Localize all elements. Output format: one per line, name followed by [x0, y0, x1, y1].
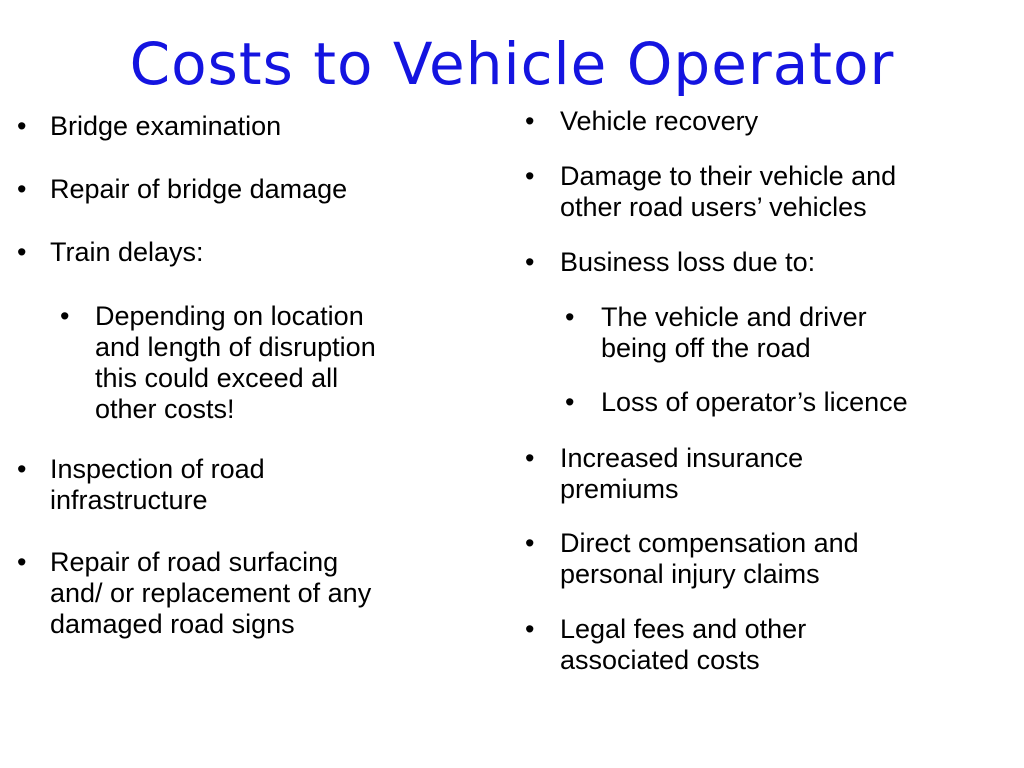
bullet-text-line: and/ or replacement of any	[50, 578, 372, 608]
bullet-text: Vehicle recovery	[560, 106, 759, 136]
bullet-text-line: this could exceed all	[95, 363, 339, 393]
bullet-text-line: Increased insurance	[560, 443, 804, 473]
bullet-text-line: other road users’ vehicles	[560, 192, 867, 222]
bullet-icon: •	[17, 547, 27, 577]
bullet-icon: •	[17, 111, 27, 141]
bullet-icon: •	[17, 237, 27, 267]
bullet-icon: •	[17, 174, 27, 204]
bullet-text-line: Direct compensation and	[560, 528, 859, 558]
bullet-text-line: Damage to their vehicle and	[560, 161, 897, 191]
bullet-icon: •	[565, 387, 575, 417]
bullet-text-line: infrastructure	[50, 485, 208, 515]
bullet-text-line: Legal fees and other	[560, 614, 807, 644]
bullet-text: Train delays:	[50, 237, 204, 267]
bullet-text: Bridge examination	[50, 111, 282, 141]
bullet-icon: •	[525, 528, 535, 558]
bullet-text-line: and length of disruption	[95, 332, 376, 362]
bullet-icon: •	[525, 106, 535, 136]
bullet-icon: •	[525, 247, 535, 277]
bullet-text: Business loss due to:	[560, 247, 816, 277]
bullet-icon: •	[60, 301, 70, 331]
bullet-text-line: personal injury claims	[560, 559, 820, 589]
bullet-text-line: Repair of road surfacing	[50, 547, 339, 577]
bullet-text: Repair of bridge damage	[50, 174, 348, 204]
bullet-icon: •	[525, 161, 535, 191]
bullet-text-line: Inspection of road	[50, 454, 265, 484]
bullet-icon: •	[525, 614, 535, 644]
bullet-text-line: The vehicle and driver	[601, 302, 867, 332]
bullet-text-line: other costs!	[95, 394, 235, 424]
bullet-text-line: associated costs	[560, 645, 760, 675]
bullet-text-line: premiums	[560, 474, 679, 504]
bullet-text-line: Depending on location	[95, 301, 364, 331]
bullet-text-line: damaged road signs	[50, 609, 295, 639]
bullet-icon: •	[17, 454, 27, 484]
bullet-text: Loss of operator’s licence	[601, 387, 908, 417]
bullet-text-line: being off the road	[601, 333, 811, 363]
bullet-icon: •	[565, 302, 575, 332]
bullet-icon: •	[525, 443, 535, 473]
slide-title: Costs to Vehicle Operator	[129, 30, 895, 98]
